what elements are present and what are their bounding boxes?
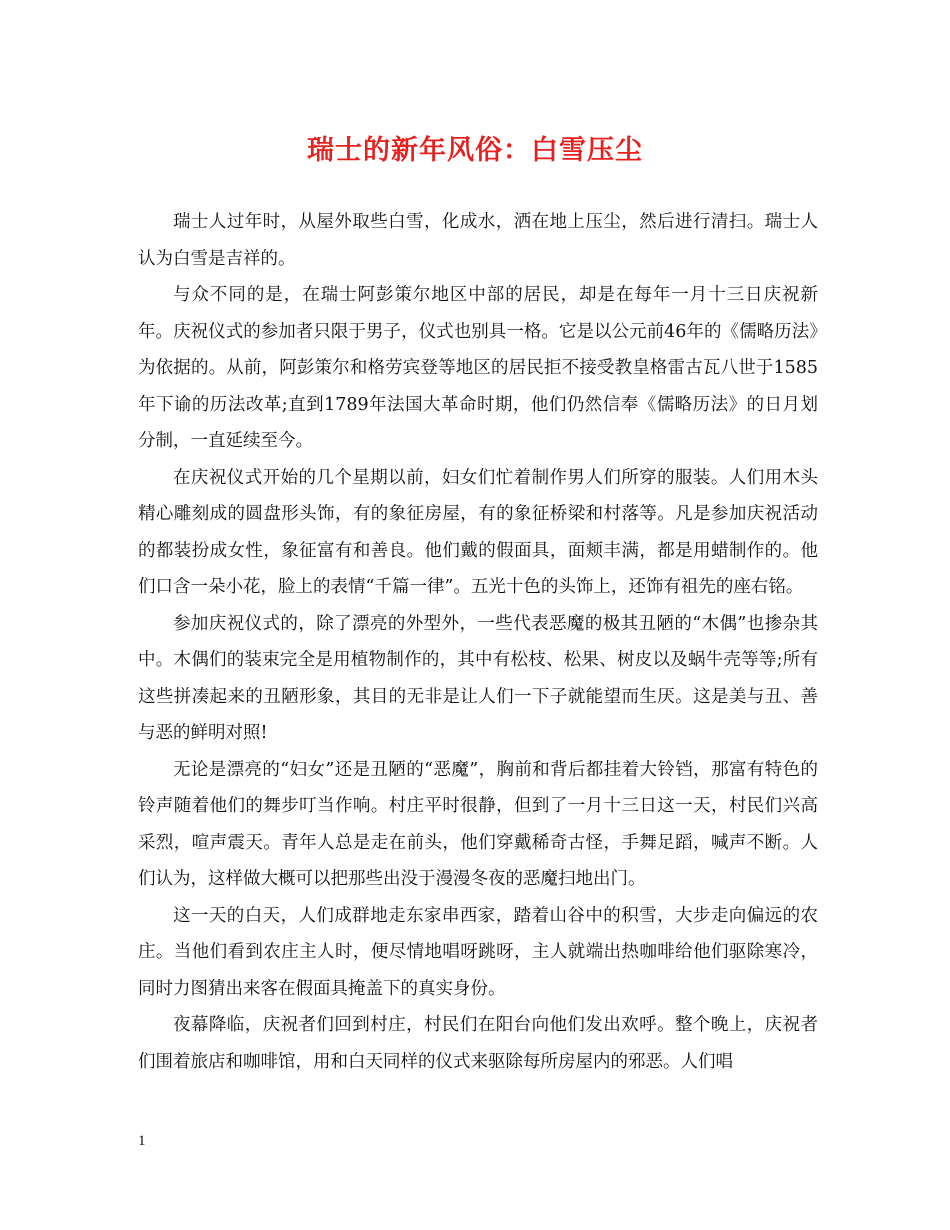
paragraph-4: 参加庆祝仪式的，除了漂亮的外型外，一些代表恶魔的极其丑陋的“木偶”也掺杂其中。木偶们的装束完全是用植物制作的，其中有松枝、松果、树皮以及蜗牛壳等等;所有这些拼凑起来的丑陋形象，其目的无非是让人们一下子就能望而生厌。这是美与丑、善与恶的鲜明对照!: [138, 613, 818, 743]
paragraph-5: 无论是漂亮的“妇女”还是丑陋的“恶魔”，胸前和背后都挂着大铃铛，那富有特色的铃声随着他们的舞步叮当作响。村庄平时很静，但到了一月十三日这一天，村民们兴高采烈，喧声震天。青年人总是走在前头，他们穿戴稀奇古怪，手舞足蹈，喊声不断。人们认为，这样做大概可以把那些出没于漫漫冬夜的恶魔扫地出门。: [138, 759, 818, 889]
article-body: [138, 204, 818, 1080]
paragraph-1: 瑞士人过年时，从屋外取些白雪，化成水，洒在地上压尘，然后进行清扫。瑞士人认为白雪是吉祥的。: [138, 212, 818, 269]
page-number: 1: [138, 1133, 146, 1149]
paragraph-3: 在庆祝仪式开始的几个星期以前，妇女们忙着制作男人们所穿的服装。人们用木头精心雕刻成的圆盘形头饰，有的象征房屋，有的象征桥梁和村落等。凡是参加庆祝活动的都装扮成女性，象征富有和善良。他们戴的假面具，面颊丰满，都是用蜡制作的。他们口含一朵小花，脸上的表情“千篇一律”。五光十色的头饰上，还饰有祖先的座右铭。: [138, 467, 818, 597]
paragraph-2: 与众不同的是，在瑞士阿彭策尔地区中部的居民，却是在每年一月十三日庆祝新年。庆祝仪式的参加者只限于男子，仪式也别具一格。它是以公元前46年的《儒略历法》为依据的。从前，阿彭策尔和格劳宾登等地区的居民拒不接受教皇格雷古瓦八世于1585年下谕的历法改革;直到1789年法国大革命时期，他们仍然信奉《儒略历法》的日月划分制，一直延续至今。: [138, 285, 818, 451]
paragraph-7: 夜幕降临，庆祝者们回到村庄，村民们在阳台向他们发出欢呼。整个晚上，庆祝者们围着旅店和咖啡馆，用和白天同样的仪式来驱除每所房屋内的邪恶。人们唱: [138, 1015, 818, 1072]
paragraph-6: 这一天的白天，人们成群地走东家串西家，踏着山谷中的积雪，大步走向偏远的农庄。当他们看到农庄主人时，便尽情地唱呀跳呀，主人就端出热咖啡给他们驱除寒冷，同时力图猜出来客在假面具掩盖下的真实身份。: [138, 905, 818, 999]
page-title: 瑞士的新年风俗：白雪压尘: [307, 135, 643, 166]
